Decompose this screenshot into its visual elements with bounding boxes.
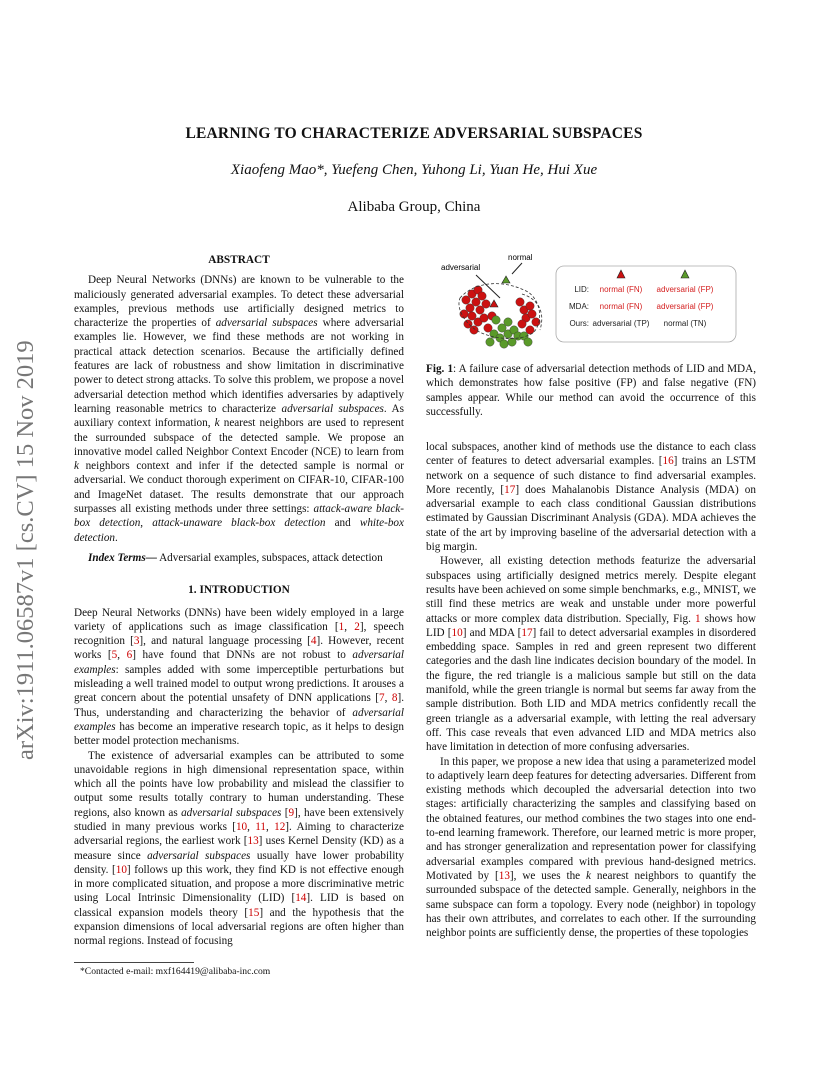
footnote: *Contacted e-mail: mxf164419@alibaba-inc.com [80, 966, 271, 977]
red-triangle [490, 300, 498, 307]
sample-point [524, 338, 532, 346]
figure-1 [436, 250, 756, 360]
legend-red-triangle [617, 270, 625, 278]
arrow-normal [512, 263, 522, 274]
sample-point [526, 302, 534, 310]
sample-point [482, 300, 490, 308]
paper-title: LEARNING TO CHARACTERIZE ADVERSARIAL SUBSPACES [185, 125, 643, 142]
row-method-label: LID: [574, 285, 589, 294]
row-green-result: normal (TN) [663, 319, 707, 328]
row-method-label: Ours: [569, 319, 589, 328]
sample-point [470, 326, 478, 334]
sample-point [478, 292, 486, 300]
figure-caption [426, 362, 756, 419]
caption-label: Fig. 1 [426, 363, 454, 375]
sample-point [492, 316, 500, 324]
row-green-result: adversarial (FP) [656, 302, 714, 311]
abstract-text: Deep Neural Networks (DNNs) are known to be vulnerable to the maliciously generated adversarial examples. To detect these adversarial examples, previous methods use artificially designed metrics to characterize the properties of adversarial subspaces where adversarial examples lie. However, we find these methods are not working in practical attack detection scenarios. Because the artificially defined features are lack of robustness and show limitation in discriminative power to detect strong attacks. To solve this problem, we propose a novel adversarial detection method which identifies adversaries by adaptively learning reasonable metrics to characterize adversarial subspaces. As auxiliary context information, k nearest neighbors are used to represent the surrounded subspace of the detected sample. We propose an innovative model called Neighbor Context Encoder (NCE) to learn from k neighbors context and infer if the detected sample is normal or adversarial. We conduct thorough experiment on CIFAR-10, CIFAR-100 and ImageNet dataset. The results demonstrate that our approach surpasses all existing methods under three settings: attack-aware black-box detection, attack-unaware black-box detection and white-box detection. [74, 274, 404, 544]
sample-point [480, 314, 488, 322]
arxiv-identifier [5, 220, 45, 760]
paper-affiliation: Alibaba Group, China [347, 199, 481, 215]
label-adversarial: adversarial [441, 263, 481, 272]
green-triangle [502, 276, 510, 283]
footnote-rule [74, 962, 194, 963]
sample-point [516, 298, 524, 306]
left-column [74, 253, 404, 949]
row-red-result: normal (FN) [599, 302, 643, 311]
intro-paragraph-2: The existence of adversarial examples can be attributed to some unavoidable regions in high dimensional representation space, within which all the points have low probability and mislead the classifier to output some results totally contrary to human understanding. These regions, also known as adversarial subspaces [9], have been extensively studied in many previous works [10, 11, 12]. Aiming to characterize adversarial regions, the earliest work [13] uses Kernel Density (KD) as a measure since adversarial subspaces usually have lower probability density. [10] follows up this work, they find KD is not effective enough in more complicated situation, and propose a more discriminative metric using Local Intrinsic Dimensionality (LID) [14]. LID is based on classical expansion models theory [15] and the hypothesis that the expansion dimensions of local adversarial regions are often higher than normal regions. Instead of focusing [74, 749, 405, 948]
sample-point [460, 310, 468, 318]
sample-point [504, 318, 512, 326]
right-paragraph-2: However, all existing detection methods featurize the adversarial subspaces using artificially designed metrics merely. Despite elegant results have been achieved on some simple benchmarks, e.g., MNIST, we still find these metrics are weak and unstable under more powerful attacks or more complex data distribution. Specially, Fig. 1 shows how LID [10] and MDA [17] fail to detect adversarial examples in disordered embedding space. Samples in red and green represent two different categories and the dash line indicates decision boundary of the model. In the figure, the red triangle is a malicious sample but still on the data manifold, while the green triangle is normal but seems far away from the sample distribution. Both LID and MDA metrics confidently recall the green triangle as a adversarial example, with letting the real adversary off. This case reveals that even advanced LID and MDA metrics also have limitation in detection of more confusing adversaries. [426, 555, 756, 754]
sample-point [486, 338, 494, 346]
sample-point [528, 310, 536, 318]
results-table-rows [569, 285, 714, 328]
right-column [426, 440, 756, 940]
right-paragraph-1: local subspaces, another kind of methods use the distance to each class center of features to detect adversarial examples. [16] trains an LSTM network on a sequence of such distance to find adversarial examples. More recently, [17] does Mahalanobis Distance Analysis (MDA) on adversarial example to each class conditional Gaussian distributions estimated by Gaussian Discriminant Analysis (GDA). MDA achieves the state of the art by improving baseline of the adversarial detection with a big margin. [426, 441, 756, 554]
caption-text: : A failure case of adversarial detection methods of LID and MDA, which demonstrates how false positive (FP) and false negative (FN) samples appear. While our method can avoid the occurrence of this successfully. [426, 363, 756, 418]
row-red-result: normal (FN) [599, 285, 643, 294]
abstract-heading: ABSTRACT [208, 254, 270, 266]
label-normal: normal [508, 253, 533, 262]
sample-point [500, 340, 508, 348]
index-terms-text: Adversarial examples, subspaces, attack detection [156, 551, 383, 564]
paper-authors: Xiaofeng Mao*, Yuefeng Chen, Yuhong Li, Yuan He, Hui Xue [230, 162, 598, 178]
index-terms [74, 551, 404, 565]
intro-paragraph-1: Deep Neural Networks (DNNs) have been widely employed in a large variety of applications such as image classification [1, 2], speech recognition [3], and natural language processing [4]. However, recent works [5, 6] have found that DNNs are not robust to adversarial examples: samples added with some imperceptible perturbations but misleading a well trained model to output wrong predictions. It arouses a great concern about the potential unsafety of DNN applications [7, 8]. Thus, understanding and characterizing the behavior of adversarial examples has become an imperative research topic, as it helps to design better model protection mechanisms. [74, 606, 405, 748]
arxiv-id-text: arXiv:1911.06587v1 [cs.CV] 15 Nov 2019 [12, 340, 39, 760]
sample-point [518, 320, 526, 328]
intro-heading: 1. INTRODUCTION [188, 584, 290, 597]
row-red-result: adversarial (TP) [592, 319, 650, 328]
right-paragraph-3: In this paper, we propose a new idea that using a parameterized model to adaptively learn deep features for detecting adversaries. Different from existing methods which decoupled the adversarial detection into two stages: artificially characterizing the samples and classifying based on the obtained features, our method combines the two stages into one end-to-end learning framework. Therefore, our learned metric is more proper, and has stronger generalization and representation power for classifying adversarial examples compared with previous hand-designed metrics. Motivated by [13], we uses the k nearest neighbors to quantify the surrounded subspace of the detected sample. Generally, neighbors in the same subspace can form a topology. Every node (neighbor) in topology has their own attributes, and correlates to each other. If the surrounding neighbor points are sufficiently dense, the properties of these topologies [426, 755, 756, 940]
row-green-result: adversarial (FP) [656, 285, 714, 294]
legend-green-triangle [681, 270, 689, 278]
row-method-label: MDA: [569, 302, 589, 311]
index-terms-label: Index Terms— [88, 551, 157, 564]
